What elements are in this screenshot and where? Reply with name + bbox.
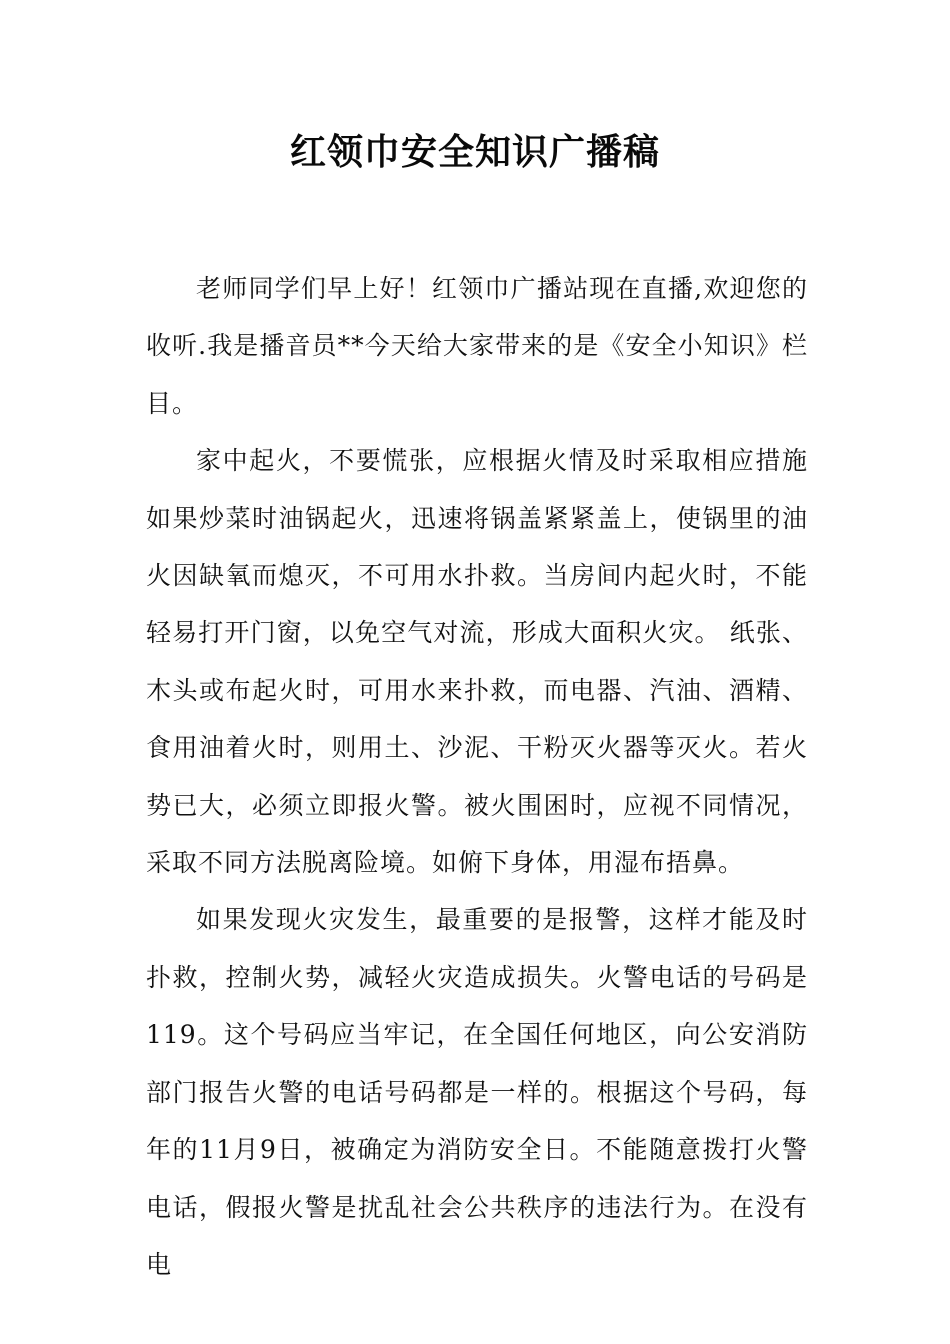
paragraph-intro: 老师同学们早上好！红领巾广播站现在直播,欢迎您的收听.我是播音员**今天给大家带来的是《安全小知识》栏目。 xyxy=(146,274,808,418)
paragraph-fire-alarm: 如果发现火灾发生，最重要的是报警，这样才能及时扑救，控制火势，减轻火灾造成损失。火警电话的号码是119。这个号码应当牢记，在全国任何地区，向公安消防部门报告火警的电话号码都是一样的。根据这个号码，每年的11月9日，被确定为消防安全日。不能随意拨打火警电话，假报火警是扰乱社会公共秩序的违法行为。在没有电 xyxy=(146,905,808,1279)
document-body xyxy=(146,260,808,1293)
document-title: 红领巾安全知识广播稿 xyxy=(289,131,660,173)
paragraph-home-fire: 家中起火，不要慌张，应根据火情及时采取相应措施如果炒菜时油锅起火，迅速将锅盖紧紧盖上，使锅里的油火因缺氧而熄灭，不可用水扑救。当房间内起火时，不能轻易打开门窗，以免空气对流，形成大面积火灾。 纸张、木头或布起火时，可用水来扑救，而电器、汽油、酒精、食用油着火时，则用土、沙泥、干粉灭火器等灭火。若火势已大，必须立即报火警。被火围困时，应视不同情况，采取不同方法脱离险境。如俯下身体，用湿布捂鼻。 xyxy=(146,446,808,878)
